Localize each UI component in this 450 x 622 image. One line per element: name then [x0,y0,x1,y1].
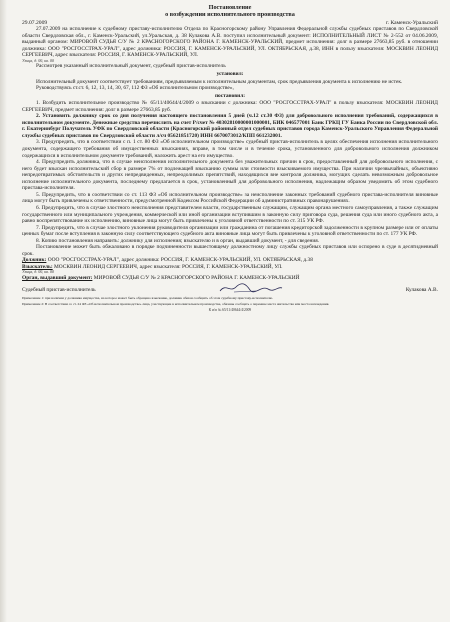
organ-label: Орган, выдавший документ: [22,275,93,282]
handwritten-street-2: Улица, д. 00, кв. 00 [22,269,54,275]
claimant-label: Взыскатель: [22,263,53,270]
note-1: Примечание 1: при наличии у должника имущества, на которое может быть обращено взыскание, должник обязан сообщить об этом судебному приставу-исполнителю. [22,295,274,300]
doc-city: г. Каменск-Уральский [385,19,438,26]
note-2: Примечание 2: В соответствии со ст. 24 ФЗ «Об исполнительном производстве» лица, участвующие в исполнительном производстве, обязаны сообщать о перемене места жительства или места нахождения. [22,301,330,306]
item-6: 6. Предупредить, что в случае злостного неисполнения представителем власти, государственным служащим, служащим органа местного самоуправления, а также служащим государственного или муниципального учреждения, коммерческой или иной организации вступившим в законную силу приговора суда, решения суда или иного судебного акта, а равно воспрепятствование их исполнению, виновные лица могут быть привлечены к уголовной ответственности по ст. 315 УК РФ. [22,204,438,225]
doc-subtitle: о возбуждении исполнительного производства [165,11,295,19]
appeal-text: Постановление может быть обжаловано в порядке подчиненности вышестоящему должностному лицу службы судебных приставов или оспорено в суде в десятидневный срок. [22,244,438,257]
signature-row [22,282,438,294]
bailiff-label: Судебный пристав-исполнитель [22,287,96,294]
item-1: 1. Возбудить исполнительное производство № 65/11/40644/4/2009 о взыскании с должника: ООО "РОСГОССТРАХ-УРАЛ" в пользу взыскателя: МОСКВИН ЛЕОНИД СЕРГЕЕВИЧ, предмет исполнения: долг в размере 27663,85 руб. [22,100,438,113]
established-text: Исполнительный документ соответствует требованиям, предъявляемым к исполнительным документам, срок предъявления документа к исполнению не истек. [36,78,403,85]
doc-title: Постановление [208,4,252,11]
footer-reference: К и/п № 65/11/40644/4/2009 [208,307,252,312]
considered-text: Рассмотрев указанный исполнительный документ, судебный пристав-исполнитель [36,63,226,70]
intro-paragraph: 27.07.2009 на исполнение к судебному приставу-исполнителю Отдела по Красногорскому району Управления Федеральной службы судебных приставов по Свердловской области Свердловская обл., г. Каменск-Уральский, ул.Уральская, д. 38 Кулакова А.В. поступил исполнительный документ: ИСПОЛНИТЕЛЬНЫЙ ЛИСТ № 2-552 от 04.06.2009, выданный органом: МИРОВОЙ СУДЬЯ С/У № 2 КРАСНОГОРСКОГО РАЙОНА Г. КАМЕНСК-УРАЛЬСКИЙ, предмет исполнения: долг в размере 27663,85 руб. в отношении должника: ООО "РОСГОССТРАХ-УРАЛ", адрес должника: РОССИЯ, Г. КАМЕНСК-УРАЛЬСКИЙ, УЛ. ОКТЯБРЬСКАЯ, д.38, ИНН в пользу взыскателя: МОСКВИН ЛЕОНИД СЕРГЕЕВИЧ, адрес взыскателя: РОССИЯ, Г. КАМЕНСК-УРАЛЬСКИЙ, УЛ. [22,26,438,59]
item-7: 7. Предупредить, что в случае злостного уклонения руководителя организации или гражданина от погашения кредиторской задолженности в крупном размере или от оплаты ценных бумаг после вступления в законную силу соответствующего судебного акта виновные лица могут быть привлечены к уголовной ответственности по ст. 177 УК РФ. [22,224,438,238]
bailiff-name: Кулакова А.В. [405,287,438,294]
doc-date: 29.07.2009 [22,19,48,26]
item-5: 5. Предупредить, что в соответствии со ст. 113 ФЗ «Об исполнительном производстве» за неисполнение законных требований судебного пристава-исполнителя виновные лица могут быть привлечены к ответственности, предусмотренной Кодексом Российской Федерации об административных правонарушениях. [22,191,438,205]
item-4: 4. Предупредить должника, что в случае неисполнения исполнительного документа без уважительных причин в срок, предоставленный для добровольного исполнения, с него будет взыскан исполнительский сбор в размере 7% от подлежащей взысканию суммы или стоимости взыскиваемого имущества. При наличии чрезвычайных, объективно непредотвратимых обстоятельств и других непредвиденных, непреодолимых препятствий, находящихся вне контроля должника, могущих сделать невозможным добровольное исполнение исполнительного документа, последнему предлагается в срок, установленный для добровольного исполнения, надлежащим образом уведомить об этом судебного пристава-исполнителя. [22,159,438,192]
debtor-label: Должник: [22,257,47,264]
organ-value: МИРОВОЙ СУДЬЯ С/У № 2 КРАСНОГОРСКОГО РАЙОНА Г. КАМЕНСК-УРАЛЬСКИЙ [93,275,300,282]
guided-text: Руководствуясь ст.ст. 6, 12, 13, 14, 30, 67, 112 ФЗ «Об исполнительном производстве», [36,85,234,92]
established-heading: установил: [216,71,244,78]
resolved-heading: постановил: [214,92,246,99]
item-2: 2. Установить должнику срок со дня получения настоящего постановления 5 дней (ч.12 ст.30 ФЗ) для добровольного исполнения требований, содержащихся в исполнительном документе. Денежные средства перечислить на счет Р/счет № 40302810000001000001, БИК 046577001 Банк ГРКЦ ГУ Банка России по Свердловской обл. г. Екатеринбург Получатель УФК по Свердловской области (Красногорский районный отдел судебных приставов города Каменск-Уральского Управления Федеральной службы судебных приставов по Свердловской области л/сч 05621851720) ИНН 6670073012/КПП 661232001. [22,113,438,139]
item-8: 8. Копию постановления направить: должнику для исполнения; взыскателю и в орган, выдавший документ, - для сведения. [36,237,320,244]
item-3: 3. Предупредить, что в соответствии с п. 1 ст. 80 ФЗ «Об исполнительном производстве» судебный пристав-исполнитель в целях обеспечения исполнения исполнительного документа, содержащего требования об имущественных взысканиях, вправе, в том числе и в течение срока, установленного для добровольного исполнения должником содержащихся в исполнительном документе требований, наложить арест на его имущество. [22,139,438,159]
signature-image [216,282,286,294]
claimant-value: МОСКВИН ЛЕОНИД СЕРГЕЕВИЧ, адрес взыскателя: РОССИЯ, Г. КАМЕНСК-УРАЛЬСКИЙ, УЛ. [54,263,283,270]
debtor-value: ООО "РОСГОССТРАХ-УРАЛ", адрес должника: РОССИЯ, Г. КАМЕНСК-УРАЛЬСКИЙ, УЛ. ОКТЯБРЬСКАЯ, д.38 [47,257,313,264]
handwritten-street: Улица, д. 00, кв. 00 [22,57,54,63]
